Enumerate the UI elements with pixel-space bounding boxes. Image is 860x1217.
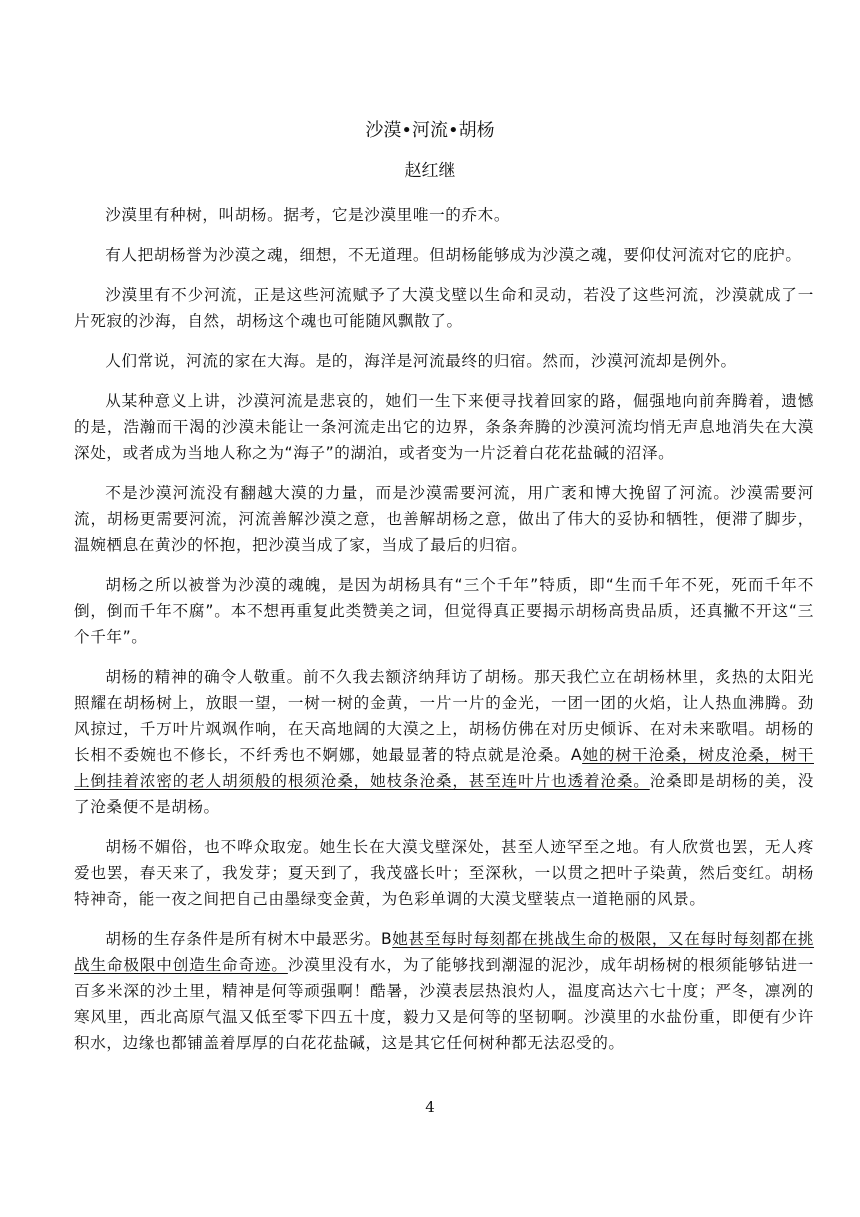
paragraph-4: 人们常说，河流的家在大海。是的，海洋是河流最终的归宿。然而，沙漠河流却是例外。 [105, 352, 737, 370]
paragraph-3: 沙漠里有不少河流，正是这些河流赋予了大漠戈壁以生命和灵动，若没了这些河流，沙漠就成了一片死寂的沙海，自然，胡杨这个魂也可能随风飘散了。 [74, 286, 814, 330]
paragraph-10 [74, 926, 814, 1056]
paragraph-7: 胡杨之所以被誉为沙漠的魂魄，是因为胡杨具有“三个千年”特质，即“生而千年不死，死而千年不倒，倒而千年不腐”。本不想再重复此类赞美之词，但觉得真正要揭示胡杨高贵品质，还真撇不开这“三个千年”。 [74, 576, 814, 646]
article-title: 沙漠•河流•胡杨 [365, 120, 495, 141]
paragraph-5: 从某种意义上讲，沙漠河流是悲哀的，她们一生下来便寻找着回家的路，倔强地向前奔腾着，遗憾的是，浩瀚而干渴的沙漠未能让一条河流走出它的边界，条条奔腾的沙漠河流均悄无声息地消失在大漠深处，或者成为当地人称之为“海子”的湖泊，或者变为一片泛着白花花盐碱的沼泽。 [74, 392, 814, 462]
underlined-sentence-a: 她的树干沧桑，树皮沧桑，树干上倒挂着浓密的老人胡须般的根须沧桑，她枝条沧桑，甚至连叶片也透着沧桑。 [74, 746, 814, 790]
paragraph-6: 不是沙漠河流没有翻越大漠的力量，而是沙漠需要河流，用广袤和博大挽留了河流。沙漠需要河流，胡杨更需要河流，河流善解沙漠之意，也善解胡杨之意，做出了伟大的妥协和牺牲，便滞了脚步，温婉栖息在黄沙的怀抱，把沙漠当成了家，当成了最后的归宿。 [74, 484, 814, 554]
annotation-marker-a: A [570, 746, 583, 764]
paragraph-10-tail: 沙漠里没有水，为了能够找到潮湿的泥沙，成年胡杨树的根须能够钻进一百多米深的沙土里，精神是何等顽强啊！酷暑，沙漠表层热浪灼人，温度高达六七十度；严冬，凛冽的寒风里，西北高原气温又低至零下四五十度，毅力又是何等的坚韧啊。沙漠里的水盐份重，即便有少许积水，边缘也都铺盖着厚厚的白花花盐碱，这是其它任何树种都无法忍受的。 [74, 956, 814, 1052]
paragraph-8-lead: 胡杨的精神的确令人敬重。前不久我去额济纳拜访了胡杨。那天我伫立在胡杨林里，炙热的太阳光照耀在胡杨树上，放眼一望，一树一树的金黄，一片一片的金光，一团一团的火焰，让人热血沸腾。劲风掠过，千万叶片飒飒作响，在天高地阔的大漠之上，胡杨仿佛在对历史倾诉、在对未来歌唱。胡杨的长相不委婉也不修长，不纤秀也不婀娜，她最显著的特点就是沧桑。 [74, 668, 814, 764]
paragraph-2: 有人把胡杨誉为沙漠之魂，细想，不无道理。但胡杨能够成为沙漠之魂，要仰仗河流对它的庇护。 [105, 246, 802, 264]
paragraph-8 [74, 664, 814, 820]
article-author: 赵红继 [404, 161, 456, 181]
article-body [74, 202, 814, 1070]
annotation-marker-b: B [380, 930, 393, 948]
paragraph-9: 胡杨不媚俗，也不哗众取宠。她生长在大漠戈壁深处，甚至人迹罕至之地。有人欣赏也罢，无人疼爱也罢，春天来了，我发芽；夏天到了，我茂盛长叶；至深秋，一以贯之把叶子染黄，然后变红。胡杨特神奇，能一夜之间把自己由墨绿变金黄，为色彩单调的大漠戈壁装点一道艳丽的风景。 [74, 838, 814, 908]
paragraph-1: 沙漠里有种树，叫胡杨。据考，它是沙漠里唯一的乔木。 [105, 206, 511, 224]
underlined-sentence-b: 她甚至每时每刻都在挑战生命的极限，又在每时每刻都在挑战生命极限中创造生命奇迹。 [74, 930, 815, 974]
page-number: 4 [425, 1098, 435, 1116]
paragraph-8-tail: 沧桑即是胡杨的美，没了沧桑便不是胡杨。 [74, 772, 814, 816]
paragraph-10-lead: 胡杨的生存条件是所有树木中最恶劣。 [105, 930, 381, 948]
